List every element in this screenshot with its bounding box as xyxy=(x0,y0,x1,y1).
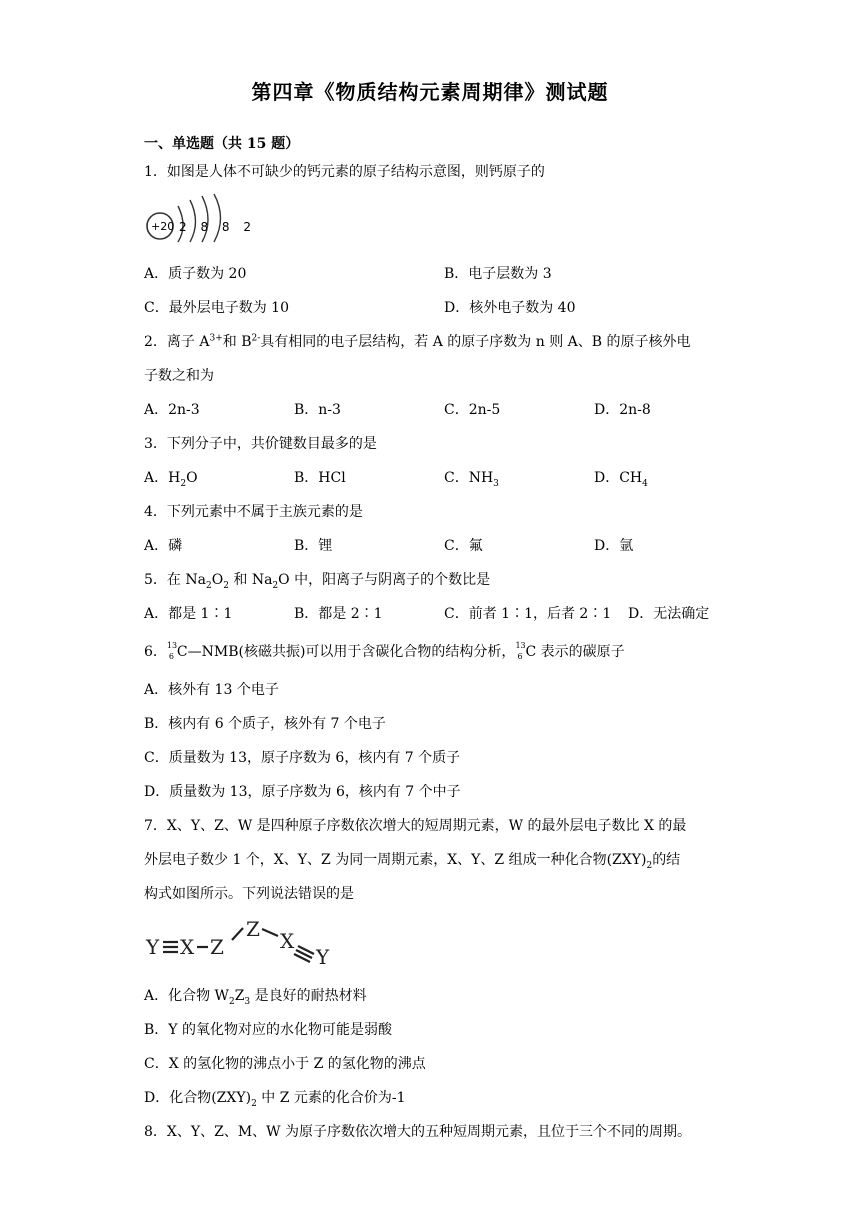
subscript: 2 xyxy=(223,580,229,591)
q6-text: C 表示的碳原子 xyxy=(525,644,625,660)
q2-a-charge: 3+ xyxy=(209,333,223,344)
q5-text: 5．在 Na xyxy=(144,572,206,588)
question-6-stem xyxy=(144,642,625,662)
subscript: 2 xyxy=(272,580,279,591)
q6-option-a[interactable]: A．核外有 13 个电子 xyxy=(144,682,279,698)
q5-option-d[interactable]: D．无法确定 xyxy=(628,606,710,622)
atom-y: Y xyxy=(316,945,330,969)
q5-option-b[interactable]: B．都是 2∶1 xyxy=(294,606,383,622)
question-7-stem-cont2: 构式如图所示。下列说法错误的是 xyxy=(144,886,354,902)
q7-d-text: D．化合物(ZXY) xyxy=(144,1090,252,1106)
atom-z: Z xyxy=(246,917,260,941)
q2-option-c[interactable]: C．2n-5 xyxy=(444,402,501,418)
q4-option-b[interactable]: B．锂 xyxy=(294,538,333,554)
subscript: 2 xyxy=(205,580,212,591)
question-2-stem-cont: 子数之和为 xyxy=(144,368,214,384)
subscript: 2 xyxy=(228,996,235,1007)
q6-option-c[interactable]: C．质量数为 13，原子序数为 6，核内有 7 个质子 xyxy=(144,750,461,766)
q2-text: 和 B xyxy=(222,334,252,350)
q7-option-a[interactable] xyxy=(144,986,367,1006)
question-7-stem: 7．X、Y、Z、W 是四种原子序数依次增大的短周期元素，W 的最外层电子数比 X 的最 xyxy=(144,818,687,834)
q7-option-c[interactable]: C．X 的氢化物的沸点小于 Z 的氢化物的沸点 xyxy=(144,1056,426,1072)
q1-option-b[interactable]: B．电子层数为 3 xyxy=(444,266,552,282)
q5-text: O 中，阳离子与阴离子的个数比是 xyxy=(278,572,491,588)
question-1-stem: 1．如图是人体不可缺少的钙元素的原子结构示意图，则钙原子的 xyxy=(144,164,545,180)
q4-option-c[interactable]: C．氟 xyxy=(444,538,483,554)
question-7-stem-cont xyxy=(144,850,680,870)
q7-a-text: 是良好的耐热材料 xyxy=(250,988,367,1004)
q1-option-c[interactable]: C．最外层电子数为 10 xyxy=(144,300,289,316)
q3-option-c[interactable] xyxy=(444,468,499,488)
q7-a-text: A．化合物 W xyxy=(144,988,229,1004)
question-2-stem xyxy=(144,332,691,352)
subscript: 2 xyxy=(251,1098,257,1109)
subscript: 3 xyxy=(244,996,251,1007)
section-heading: 一、单选题（共 15 题） xyxy=(144,136,300,152)
subscript: 4 xyxy=(642,478,648,489)
atomic-number: 6 xyxy=(168,652,175,661)
question-5-stem xyxy=(144,570,490,590)
nucleus-label: +20 xyxy=(151,220,175,233)
subscript: 2 xyxy=(646,860,653,871)
q6-number: 6． xyxy=(144,644,167,660)
q3-c-text: C．NH xyxy=(444,470,494,486)
calcium-atom-diagram xyxy=(144,192,256,244)
document-title: 第四章《物质结构元素周期律》测试题 xyxy=(251,80,609,104)
mass-number: 13 xyxy=(166,641,178,650)
atomic-number: 6 xyxy=(517,652,523,661)
q3-a-text: O xyxy=(186,470,198,486)
isotope-notation xyxy=(515,642,525,662)
q6-option-d[interactable]: D．质量数为 13，原子序数为 6，核内有 7 个中子 xyxy=(144,784,461,800)
mass-number: 13 xyxy=(515,641,526,650)
q2-option-a[interactable]: A．2n-3 xyxy=(144,402,200,418)
subscript: 2 xyxy=(180,478,187,489)
atom-x: X xyxy=(180,935,195,959)
isotope-notation xyxy=(167,642,177,662)
atom-x: X xyxy=(280,929,295,953)
structural-formula-diagram xyxy=(144,916,344,972)
q3-option-b[interactable]: B．HCl xyxy=(294,470,346,486)
q6-text: C—NMB(核磁共振)可以用于含碳化合物的结构分析， xyxy=(176,644,516,660)
q1-option-a[interactable]: A．质子数为 20 xyxy=(144,266,247,282)
q7-text: 的结 xyxy=(652,852,681,868)
q4-option-a[interactable]: A．磷 xyxy=(144,538,183,554)
q7-d-text: 中 Z 元素的化合价为-1 xyxy=(256,1090,406,1106)
q6-option-b[interactable]: B．核内有 6 个质子，核外有 7 个电子 xyxy=(144,716,386,732)
atom-y: Y xyxy=(146,935,160,959)
q5-text: O xyxy=(211,572,224,588)
q5-option-c[interactable]: C．前者 1∶1，后者 2∶1 xyxy=(444,606,612,622)
q2-b-charge: 2- xyxy=(251,333,261,344)
atom-z: Z xyxy=(210,935,224,959)
q7-option-d[interactable] xyxy=(144,1088,406,1108)
question-3-stem: 3．下列分子中，共价键数目最多的是 xyxy=(144,436,377,452)
q4-option-d[interactable]: D．氩 xyxy=(594,538,634,554)
q2-option-b[interactable]: B．n-3 xyxy=(294,402,341,418)
q3-a-text: A．H xyxy=(144,470,181,486)
q7-text: 外层电子数少 1 个，X、Y、Z 为同一周期元素，X、Y、Z 组成一种化合物(ZXY) xyxy=(144,852,647,868)
q7-a-text: Z xyxy=(234,988,245,1004)
subscript: 3 xyxy=(493,478,499,489)
q1-option-d[interactable]: D．核外电子数为 40 xyxy=(444,300,576,316)
q7-option-b[interactable]: B．Y 的氧化物对应的水化物可能是弱酸 xyxy=(144,1022,392,1038)
q5-option-a[interactable]: A．都是 1∶1 xyxy=(144,606,233,622)
q5-text: 和 Na xyxy=(228,572,273,588)
q2-text: 具有相同的电子层结构，若 A 的原子序数为 n 则 A、B 的原子核外电 xyxy=(260,334,691,350)
q3-option-a[interactable] xyxy=(144,468,198,488)
question-4-stem: 4．下列元素中不属于主族元素的是 xyxy=(144,504,363,520)
q2-option-d[interactable]: D．2n-8 xyxy=(594,402,651,418)
shell-electrons: 2 8 8 2 xyxy=(179,220,256,234)
question-8-stem: 8．X、Y、Z、M、W 为原子序数依次增大的五种短周期元素，且位于三个不同的周期。 xyxy=(144,1124,692,1140)
q3-d-text: D．CH xyxy=(594,470,643,486)
q3-option-d[interactable] xyxy=(594,468,648,488)
q2-text: 2．离子 A xyxy=(144,334,210,350)
